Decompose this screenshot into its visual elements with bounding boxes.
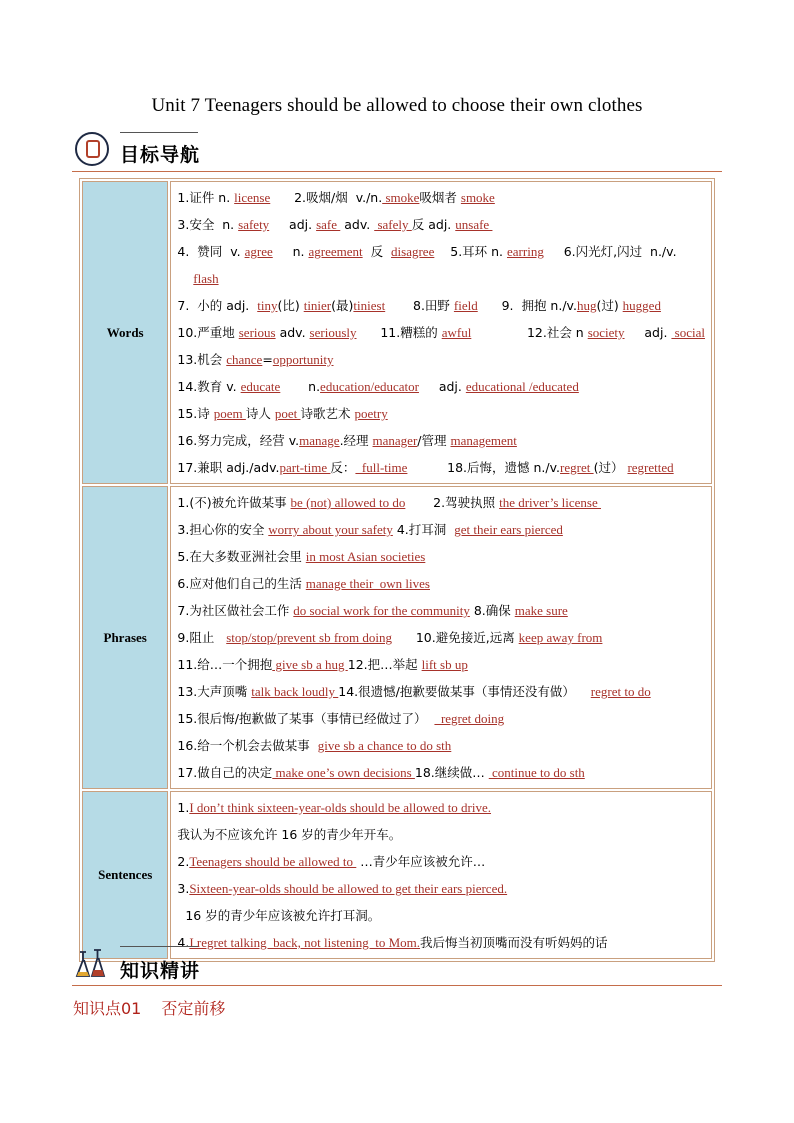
words-line xyxy=(177,400,705,427)
prompt-text: 2.驾驶执照 xyxy=(405,495,500,510)
answer-text: make sure xyxy=(514,603,568,618)
answer-text: agree xyxy=(244,244,273,259)
prompt-text: 17.兼职 adj./adv. xyxy=(177,460,280,475)
prompt-text: 8.确保 xyxy=(469,603,515,618)
phrases-line xyxy=(177,597,705,624)
phrases-line xyxy=(177,543,705,570)
prompt-text: 4.打耳洞 xyxy=(392,522,455,537)
prompt-text: adv. xyxy=(340,217,375,232)
answer-text: hug xyxy=(576,298,597,313)
phrases-line xyxy=(177,678,705,705)
sentences-line xyxy=(177,902,705,929)
phrases-line xyxy=(177,759,705,786)
prompt-text: 15.很后悔/抱歉做了某事（事情已经做过了） xyxy=(177,711,435,726)
prompt-text: 8.田野 xyxy=(385,298,454,313)
header-topline xyxy=(120,132,198,133)
answer-text: tiny xyxy=(257,298,278,313)
words-line xyxy=(177,454,705,481)
answer-text: do social work for the community xyxy=(293,603,470,618)
prompt-text: 17.做自己的决定 xyxy=(177,765,273,780)
answer-text: I don’t think sixteen-year-olds should be allowed to drive. xyxy=(189,800,492,815)
answer-text: get their ears pierced xyxy=(454,522,563,537)
answer-text: regretted xyxy=(627,460,674,475)
prompt-text: 14.教育 v. xyxy=(177,379,241,394)
knowledge-point-heading xyxy=(73,996,225,1019)
prompt-text: 18.后悔，遗憾 n./v. xyxy=(407,460,561,475)
prompt-text: 12.社会 n xyxy=(471,325,588,340)
answer-text: stop/stop/prevent sb from doing xyxy=(226,630,392,645)
answer-text: seriously xyxy=(309,325,357,340)
answer-text: Sixteen-year-olds should be allowed to get their ears pierced. xyxy=(189,881,508,896)
prompt-text: n. xyxy=(272,244,309,259)
answer-text: tiniest xyxy=(353,298,386,313)
prompt-text: 2. xyxy=(177,854,190,869)
answer-text: social xyxy=(671,325,705,340)
answer-text: give sb a chance to do sth xyxy=(317,738,452,753)
phrases-content xyxy=(170,486,712,789)
section-title: 目标导航 xyxy=(120,144,201,166)
answer-text: the driver’s license xyxy=(499,495,601,510)
prompt-text: 9.阻止 xyxy=(177,630,227,645)
prompt-text: 我认为不应该允许 16 岁的青少年开车。 xyxy=(177,827,402,842)
sentences-line xyxy=(177,875,705,902)
answer-text: be (not) allowed to do xyxy=(290,495,406,510)
prompt-text: 11.给…一个拥抱 xyxy=(177,657,273,672)
prompt-text: 10.严重地 xyxy=(177,325,239,340)
answer-text: regret xyxy=(560,460,594,475)
sentences-line xyxy=(177,794,705,821)
header-topline xyxy=(120,946,198,947)
answer-text: give sb a hug xyxy=(272,657,348,672)
phrases-row xyxy=(82,486,712,789)
answer-text: license xyxy=(234,190,271,205)
answer-text: educate xyxy=(240,379,281,394)
answer-text: educational /educated xyxy=(465,379,579,394)
prompt-text: 12.把…举起 xyxy=(347,657,422,672)
answer-text: unsafe xyxy=(455,217,493,232)
prompt-text: 1.证件 n. xyxy=(177,190,235,205)
sentences-line xyxy=(177,821,705,848)
answer-text: keep away from xyxy=(518,630,603,645)
page-title: Unit 7 Teenagers should be allowed to choose their own clothes xyxy=(151,95,643,116)
answer-text: make one’s own decisions xyxy=(272,765,415,780)
prompt-text: 7.为社区做社会工作 xyxy=(177,603,294,618)
section-header-knowledge xyxy=(72,946,722,986)
prompt-text: 18.继续做… xyxy=(414,765,489,780)
prompt-text: 反 adj. xyxy=(411,217,456,232)
answer-text: manager xyxy=(372,433,418,448)
prompt-text: 11.糟糕的 xyxy=(356,325,442,340)
prompt-text: 16.给一个机会去做某事 xyxy=(177,738,318,753)
prompt-text: 10.避免接近,远离 xyxy=(392,630,519,645)
answer-text: earring xyxy=(507,244,544,259)
prompt-text: adv. xyxy=(275,325,310,340)
prompt-text: 3. xyxy=(177,881,190,896)
phrases-line xyxy=(177,624,705,651)
phrases-line xyxy=(177,570,705,597)
words-row xyxy=(82,181,712,484)
phrases-line xyxy=(177,732,705,759)
prompt-text xyxy=(177,271,193,286)
words-line xyxy=(177,373,705,400)
words-line xyxy=(177,265,705,292)
prompt-text: 1. xyxy=(177,800,190,815)
answer-text: smoke xyxy=(460,190,495,205)
words-line xyxy=(177,346,705,373)
prompt-text: 6.应对他们自己的生活 xyxy=(177,576,306,591)
prompt-text: 4. 赞同 v. xyxy=(177,244,245,259)
sentences-line xyxy=(177,848,705,875)
answer-text: opportunity xyxy=(272,352,334,367)
knowledge-point-number: 知识点01 xyxy=(73,999,142,1018)
prompt-text: 2.吸烟/烟 v./n. xyxy=(270,190,383,205)
answer-text: manage their own lives xyxy=(305,576,430,591)
flask-icon xyxy=(74,948,108,980)
answer-text: regret doing xyxy=(434,711,505,726)
prompt-text: 吸烟者 xyxy=(419,190,461,205)
category-label-phrases: Phrases xyxy=(82,486,168,789)
answer-text: awful xyxy=(441,325,472,340)
words-line xyxy=(177,211,705,238)
prompt-text: 反： xyxy=(330,460,356,475)
answer-text: flash xyxy=(193,271,219,286)
prompt-text: n. xyxy=(280,379,321,394)
prompt-text: adj. xyxy=(418,379,466,394)
prompt-text: 16.努力完成，经营 v. xyxy=(177,433,300,448)
answer-text: serious xyxy=(238,325,276,340)
answer-text: manage xyxy=(299,433,340,448)
answer-text: Teenagers should be allowed to xyxy=(189,854,357,869)
prompt-text: 9. 拥抱 n./v. xyxy=(477,298,577,313)
words-line xyxy=(177,238,705,265)
prompt-text: 7. 小的 adj. xyxy=(177,298,258,313)
section-title: 知识精讲 xyxy=(120,960,201,982)
answer-text: safe xyxy=(316,217,341,232)
answer-text: hugged xyxy=(622,298,661,313)
answer-text: chance xyxy=(226,352,263,367)
prompt-text: 5.耳环 n. xyxy=(434,244,508,259)
phrases-line xyxy=(177,489,705,516)
words-line xyxy=(177,427,705,454)
prompt-text: 15.诗 xyxy=(177,406,214,421)
prompt-text: 反 xyxy=(362,244,392,259)
answer-text: regret to do xyxy=(590,684,651,699)
prompt-text: 13.机会 xyxy=(177,352,227,367)
prompt-text: 4. xyxy=(177,935,190,950)
prompt-text: /管理 xyxy=(417,433,451,448)
prompt-text: adj. xyxy=(269,217,317,232)
answer-text: in most Asian societies xyxy=(305,549,426,564)
prompt-text: 14.很遗憾/抱歉要做某事（事情还没有做） xyxy=(338,684,591,699)
prompt-text: 诗人 xyxy=(245,406,275,421)
knowledge-point-title: 否定前移 xyxy=(161,999,226,1018)
answer-text: education/educator xyxy=(320,379,419,394)
words-line xyxy=(177,319,705,346)
answer-text: smoke xyxy=(382,190,420,205)
brain-book-icon xyxy=(75,132,109,166)
answer-text: management xyxy=(450,433,517,448)
phrases-line xyxy=(177,651,705,678)
answer-text: poetry xyxy=(354,406,388,421)
answer-text: I regret talking back, not listening to Mom. xyxy=(189,935,421,950)
prompt-text: adj. xyxy=(624,325,672,340)
vocab-table xyxy=(79,178,715,962)
prompt-text: 我后悔当初顶嘴而没有听妈妈的话 xyxy=(420,935,608,950)
answer-text: agreement xyxy=(308,244,363,259)
answer-text: society xyxy=(587,325,625,340)
prompt-text: .经理 xyxy=(339,433,373,448)
prompt-text: 6.闪光灯,闪过 n./v. xyxy=(543,244,677,259)
sentences-row xyxy=(82,791,712,959)
prompt-text: 5.在大多数亚洲社会里 xyxy=(177,549,306,564)
answer-text: part-time xyxy=(279,460,331,475)
prompt-text: 诗歌艺术 xyxy=(300,406,355,421)
prompt-text: (过） xyxy=(593,460,628,475)
words-line xyxy=(177,184,705,211)
section-header-goals xyxy=(72,132,722,172)
prompt-text: 3.安全 n. xyxy=(177,217,239,232)
prompt-text: 16 岁的青少年应该被允许打耳洞。 xyxy=(177,908,381,923)
phrases-line xyxy=(177,516,705,543)
section-divider xyxy=(72,985,722,986)
words-line xyxy=(177,292,705,319)
prompt-text: …青少年应该被允许… xyxy=(356,854,486,869)
sentences-content xyxy=(170,791,712,959)
prompt-text: 3.担心你的安全 xyxy=(177,522,269,537)
prompt-text: 13.大声顶嘴 xyxy=(177,684,252,699)
answer-text: talk back loudly xyxy=(251,684,339,699)
words-content xyxy=(170,181,712,484)
answer-text: full-time xyxy=(355,460,408,475)
phrases-line xyxy=(177,705,705,732)
answer-text: poet xyxy=(274,406,301,421)
answer-text: safety xyxy=(238,217,270,232)
prompt-text: (最) xyxy=(331,298,354,313)
answer-text: poem xyxy=(213,406,246,421)
prompt-text: = xyxy=(262,352,273,367)
answer-text: continue to do sth xyxy=(488,765,585,780)
category-label-sentences: Sentences xyxy=(82,791,168,959)
prompt-text: (比) xyxy=(277,298,304,313)
answer-text: worry about your safety xyxy=(268,522,393,537)
answer-text: lift sb up xyxy=(421,657,468,672)
prompt-text: (过) xyxy=(596,298,623,313)
answer-text: tinier xyxy=(303,298,332,313)
answer-text: disagree xyxy=(391,244,435,259)
category-label-words: Words xyxy=(82,181,168,484)
section-divider xyxy=(72,171,722,172)
prompt-text: 1.(不)被允许做某事 xyxy=(177,495,291,510)
answer-text: field xyxy=(453,298,478,313)
answer-text: safely xyxy=(374,217,412,232)
